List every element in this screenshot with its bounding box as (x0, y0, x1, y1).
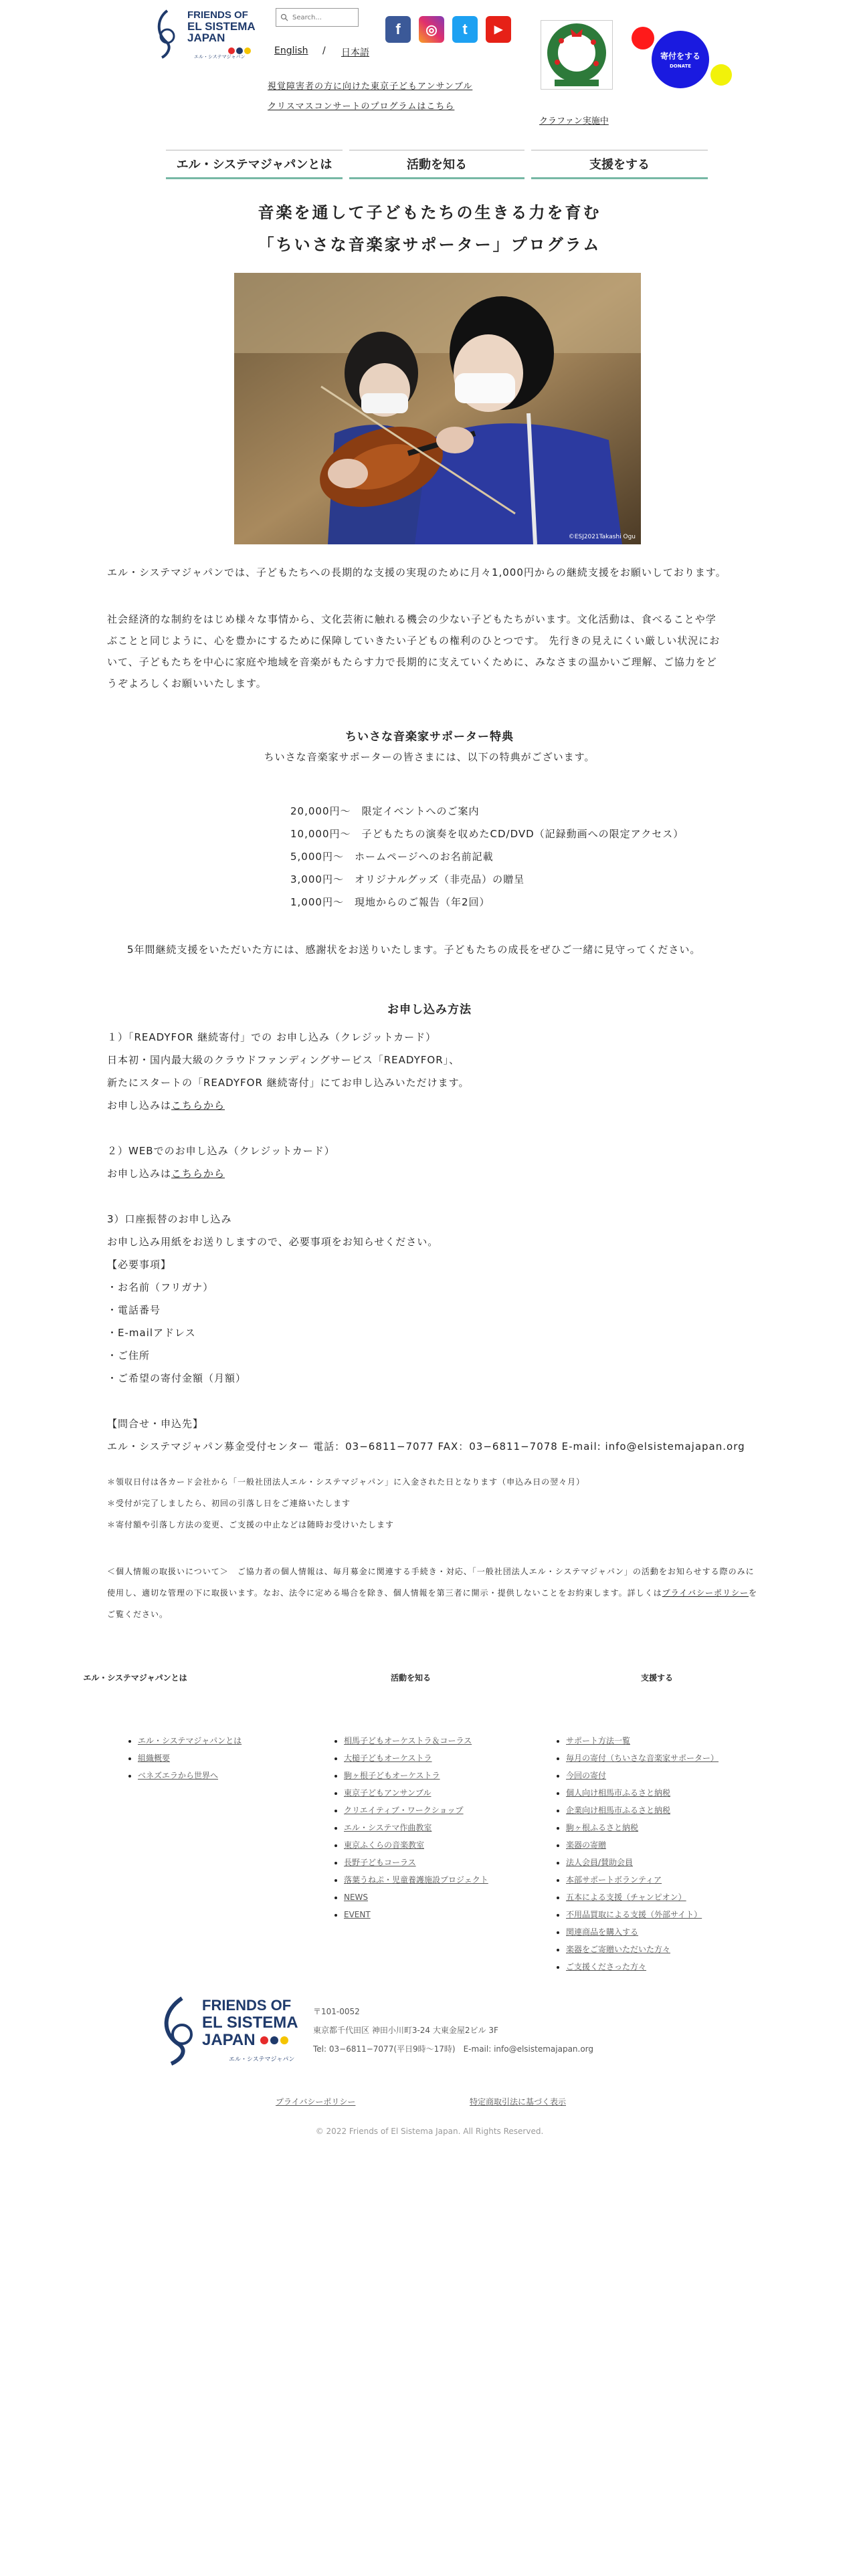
footer-link-item[interactable] (344, 1871, 488, 1889)
privacy-line-2-post: を (749, 1588, 758, 1598)
method-2-apply-text: お申し込みは (107, 1168, 172, 1180)
lang-separator: / (322, 45, 326, 56)
footer-postal: 〒101-0052 (313, 2007, 360, 2016)
footer-col-about (124, 1732, 242, 1784)
note-item: ＊受付が完了しましたら、初回の引落し日をご連絡いたします (107, 1499, 351, 1508)
violin-students-image (234, 273, 641, 544)
search-placeholder: Search... (292, 13, 322, 21)
youtube-icon[interactable]: ▶ (486, 16, 511, 43)
footer-link[interactable]: 五本による支援（チャンピオン） (566, 1893, 686, 1902)
footer-link[interactable]: 駒ヶ根ふるさと納税 (566, 1823, 639, 1832)
footer-link[interactable]: エル・システマ作曲教室 (344, 1823, 432, 1832)
required-item: ・E-mailアドレス (107, 1327, 196, 1339)
footer-link[interactable]: 本部サポートボランティア (566, 1875, 662, 1885)
footer-link[interactable]: 楽器をご寄贈いただいた方々 (566, 1945, 671, 1954)
twitter-icon[interactable]: t (452, 16, 478, 43)
apply-section (107, 1026, 776, 1458)
footer-link[interactable]: 企業向け相馬市ふるさと納税 (566, 1806, 671, 1815)
copyright: © 2022 Friends of El Sistema Japan. All Rights Reserved. (315, 2127, 544, 2136)
footer-link-item[interactable] (566, 1906, 719, 1923)
wreath-icon (541, 21, 612, 89)
footer-link[interactable]: クリエイティブ・ワークショップ (344, 1806, 464, 1815)
required-item: ・ご希望の寄付金額（月額） (107, 1372, 247, 1384)
privacy-line-2 (107, 1582, 783, 1604)
footer-link[interactable]: 不用品買取による支援（外部サイト） (566, 1910, 702, 1919)
search-box[interactable] (276, 8, 359, 27)
footer-link-item[interactable] (344, 1802, 488, 1819)
footer-link-item[interactable] (138, 1732, 242, 1749)
benefits-note: 5年間継続支援をいただいた方には、感謝状をお送りいたします。子どもたちの成長をぜひご一緒に見守ってください。 (127, 944, 701, 956)
footer-link[interactable]: 関連商品を購入する (566, 1927, 639, 1937)
privacy-line-3: ご覧ください。 (107, 1610, 169, 1619)
footer-link[interactable]: ベネズエラから世界へ (138, 1771, 219, 1780)
footer-col-about-title: エル・システマジャパンとは (83, 1673, 187, 1683)
note-item: ＊寄付額や引落し方法の変更、ご支援の中止などは随時お受けいたします (107, 1520, 395, 1529)
privacy-line-1: ＜個人情報の取扱いについて＞ ご協力者の個人情報は、毎月募金に関連する手続き・対応、「一般社団法人エル・システマジャパン」の活動をお知らせする際のみに (107, 1567, 755, 1576)
nav-support[interactable]: 支援をする (531, 150, 708, 179)
benefit-item: 20,000円〜 限定イベントへのご案内 (290, 805, 480, 817)
readyfor-apply-link[interactable]: こちらから (171, 1099, 225, 1111)
notes (107, 1471, 776, 1535)
logo-line-2: EL SISTEMA (187, 20, 256, 33)
footer-link[interactable]: 東京ふくらの音楽教室 (344, 1840, 425, 1850)
donate-label: 寄付をする (660, 51, 700, 61)
benefit-item: 1,000円〜 現地からのご報告（年2回） (290, 896, 490, 908)
intro-paragraph-2 (107, 609, 776, 694)
footer-commerce-law-link[interactable]: 特定商取引法に基づく表示 (470, 2097, 567, 2107)
decor-yellow-dot (710, 64, 732, 86)
footer-link[interactable]: 駒ヶ根子どもオーケストラ (344, 1771, 440, 1780)
apply-heading: お申し込み方法 (387, 1003, 472, 1016)
web-apply-link[interactable]: こちらから (171, 1168, 225, 1180)
footer-link[interactable]: 長野子どもコーラス (344, 1858, 416, 1867)
footer-link-item[interactable] (566, 1836, 719, 1854)
footer-logo-line-1: FRIENDS OF (202, 1997, 292, 2014)
footer-link-item[interactable] (566, 1732, 719, 1749)
site-logo[interactable] (153, 7, 260, 62)
footer-link[interactable]: NEWS (344, 1893, 369, 1902)
hero-photo (234, 273, 641, 544)
instagram-icon[interactable]: ◎ (419, 16, 444, 43)
footer-logo[interactable] (155, 1993, 305, 2066)
benefits-list (290, 800, 759, 914)
footer-contact: Tel: 03−6811−7077(平日9時〜17時) E-mail: info@elsistemajapan.org (313, 2044, 594, 2054)
logo-line-3: JAPAN (187, 31, 225, 44)
footer-link-item[interactable] (566, 1889, 719, 1906)
logo-subtitle: エル・システマジャパン (194, 54, 246, 60)
footer-link-item[interactable] (566, 1749, 719, 1767)
footer-link-item[interactable] (344, 1906, 488, 1923)
donate-button[interactable] (652, 31, 709, 88)
page-title-line-1: 音楽を通して子どもたちの生きる力を育む (258, 203, 601, 222)
privacy-policy-inline-link[interactable]: プライバシーポリシー (662, 1588, 749, 1598)
required-item: ・電話番号 (107, 1304, 161, 1316)
footer-logo-subtitle: エル・システマジャパン (229, 2056, 295, 2063)
footer-logo-mark (155, 1993, 209, 2066)
footer-link-item[interactable] (566, 1871, 719, 1889)
footer-link-item[interactable] (566, 1819, 719, 1836)
footer-link-item[interactable] (344, 1889, 488, 1906)
footer-link[interactable]: エル・システマジャパンとは (138, 1736, 242, 1745)
logo-line-1: FRIENDS OF (187, 9, 248, 21)
benefit-item: 10,000円〜 子どもたちの演奏を収めたCD/DVD（記録動画への限定アクセス） (290, 828, 684, 840)
lang-english-link[interactable]: English (274, 45, 308, 56)
method-3-line-1: お申し込み用紙をお送りしますので、必要事項をお知らせください。 (107, 1236, 439, 1248)
benefit-item: 3,000円〜 オリジナルグッズ（非売品）の贈呈 (290, 873, 525, 885)
footer-link-item[interactable] (566, 1958, 719, 1975)
intro-p2-line-3: いて、子どもたちを中心に家庭や地域を音楽がもたらす力で長期的に支えていくために、みなさまの温かいご理解、ご協力をど (107, 656, 717, 668)
footer-link-item[interactable] (344, 1784, 488, 1802)
crowdfunding-link[interactable]: クラファン実施中 (539, 116, 609, 126)
footer-link[interactable]: EVENT (344, 1910, 371, 1919)
footer-address (313, 2002, 593, 2058)
footer-col-support (553, 1732, 719, 1975)
nav-about[interactable]: エル・システマジャパンとは (166, 150, 343, 179)
footer-link-item[interactable] (344, 1767, 488, 1784)
intro-p2-line-2: ぶことと同じように、心を豊かにするために保障していきたい子どもの権利のひとつです。 先行きの見えにくい厳しい状況にお (107, 635, 721, 647)
footer-link[interactable]: 今回の寄付 (566, 1771, 607, 1780)
footer-logo-line-3 (202, 2032, 298, 2049)
footer-link-item[interactable] (344, 1749, 488, 1767)
footer-street: 東京都千代田区 神田小川町3-24 大東金屋2ビル 3F (313, 2026, 498, 2035)
contact-heading: 【問合せ・申込先】 (107, 1418, 204, 1430)
required-heading: 【必要事項】 (107, 1259, 172, 1271)
footer-logo-line-2: EL SISTEMA (202, 2014, 298, 2032)
ensemble-link[interactable]: 視覚障害者の方に向けた東京子どもアンサンブル (268, 82, 473, 92)
footer-privacy-link[interactable]: プライバシーポリシー (276, 2097, 356, 2107)
footer-link-item[interactable] (344, 1836, 488, 1854)
search-icon (280, 13, 288, 21)
footer-link-item[interactable] (344, 1819, 488, 1836)
footer-link[interactable]: 相馬子どもオーケストラ＆コーラス (344, 1736, 472, 1745)
footer-link[interactable]: 法人会員/賛助会員 (566, 1858, 634, 1867)
footer-link-item[interactable] (566, 1854, 719, 1871)
footer-link-item[interactable] (138, 1749, 242, 1767)
contact-info: エル・システマジャパン募金受付センター 電話：03−6811−7077 FAX：03−6811−7078 E-mail: info@elsistemajapan.org (107, 1440, 745, 1453)
footer-link-item[interactable] (566, 1784, 719, 1802)
method-2-title: ２）WEBでのお申し込み（クレジットカード） (107, 1145, 335, 1157)
footer-link-item[interactable] (344, 1854, 488, 1871)
nav-activities[interactable]: 活動を知る (349, 150, 524, 179)
note-item: ＊領収日付は各カード会社から「一般社団法人エル・システマジャパン」に入金された日となります（申込み日の翌々月） (107, 1477, 585, 1487)
footer-link-item[interactable] (138, 1767, 242, 1784)
page-title-line-2: 「ちいさな音楽家サポーター」プログラム (258, 235, 601, 254)
footer-link-item[interactable] (566, 1802, 719, 1819)
footer-link[interactable]: 毎月の寄付（ちいさな音楽家サポーター） (566, 1753, 719, 1763)
method-1-line-2: 新たにスタートの「READYFOR 継続寄付」にてお申し込みいただけます。 (107, 1077, 470, 1089)
donate-sublabel: DONATE (669, 64, 692, 69)
footer-link[interactable]: 東京子どもアンサンブル (344, 1788, 432, 1798)
footer-link[interactable]: サポート方法一覧 (566, 1736, 631, 1745)
footer-link[interactable]: 個人向け相馬市ふるさと納税 (566, 1788, 671, 1798)
footer-link-item[interactable] (566, 1941, 719, 1958)
benefits-heading: ちいさな音楽家サポーター特典 (345, 730, 514, 744)
footer-link[interactable]: 大槌子どもオーケストラ (344, 1753, 432, 1763)
christmas-program-link[interactable]: クリスマスコンサートのプログラムはこちら (268, 102, 455, 112)
benefit-item: 5,000円〜 ホームページへのお名前記載 (290, 851, 494, 863)
privacy-notice (107, 1561, 783, 1625)
footer-col-activities (330, 1732, 488, 1923)
method-3-title: 3）口座振替のお申し込み (107, 1213, 232, 1225)
decor-red-dot (632, 27, 654, 49)
footer-link-item[interactable] (566, 1923, 719, 1941)
photo-credit: ©ESJ2021Takashi Ogu (568, 534, 636, 540)
method-1-line-3 (107, 1094, 776, 1117)
benefits-lead: ちいさな音楽家サポーターの皆さまには、以下の特典がございます。 (264, 751, 595, 763)
method-1-apply-text: お申し込みは (107, 1099, 172, 1111)
privacy-line-2-text: 使用し、適切な管理の下に取扱います。なお、法令に定める場合を除き、個人情報を第三者に開示・提供しないことをお約束します。詳しくは (107, 1588, 662, 1598)
method-1-line-1: 日本初・国内最大級のクラウドファンディングサービス「READYFOR」、 (107, 1054, 460, 1066)
intro-paragraph-1: エル・システマジャパンでは、子どもたちへの長期的な支援の実現のために月々1,000円からの継続支援をお願いしております。 (107, 566, 727, 578)
facebook-icon[interactable]: f (385, 16, 411, 43)
footer-link-item[interactable] (344, 1732, 488, 1749)
footer-link[interactable]: ご支援くださった方々 (566, 1962, 647, 1971)
lang-japanese-link[interactable]: 日本語 (341, 47, 369, 58)
method-2-line-1 (107, 1162, 776, 1185)
required-item: ・ご住所 (107, 1350, 151, 1362)
footer-link[interactable]: 組織概要 (138, 1753, 171, 1763)
intro-p2-line-4: うぞよろしくお願いいたします。 (107, 677, 267, 689)
footer-link[interactable]: 落葉うねぷ・児童養護施設プロジェクト (344, 1875, 488, 1885)
footer-link[interactable]: 楽器の寄贈 (566, 1840, 607, 1850)
method-1-title: １）「READYFOR 継続寄付」での お申し込み（クレジットカード） (107, 1031, 437, 1043)
logo-dots-icon (260, 2036, 289, 2045)
required-item: ・お名前（フリガナ） (107, 1281, 214, 1293)
footer-logo-line-3-text: JAPAN (202, 2031, 256, 2049)
wreath-banner[interactable] (541, 20, 613, 90)
footer-col-activities-title: 活動を知る (390, 1673, 431, 1683)
footer-link-item[interactable] (566, 1767, 719, 1784)
intro-p2-line-1: 社会経済的な制約をはじめ様々な事情から、文化芸術に触れる機会の少ない子どもたちがいます。文化活動は、食べることや学 (107, 613, 717, 625)
footer-col-support-title: 支援する (640, 1673, 673, 1683)
